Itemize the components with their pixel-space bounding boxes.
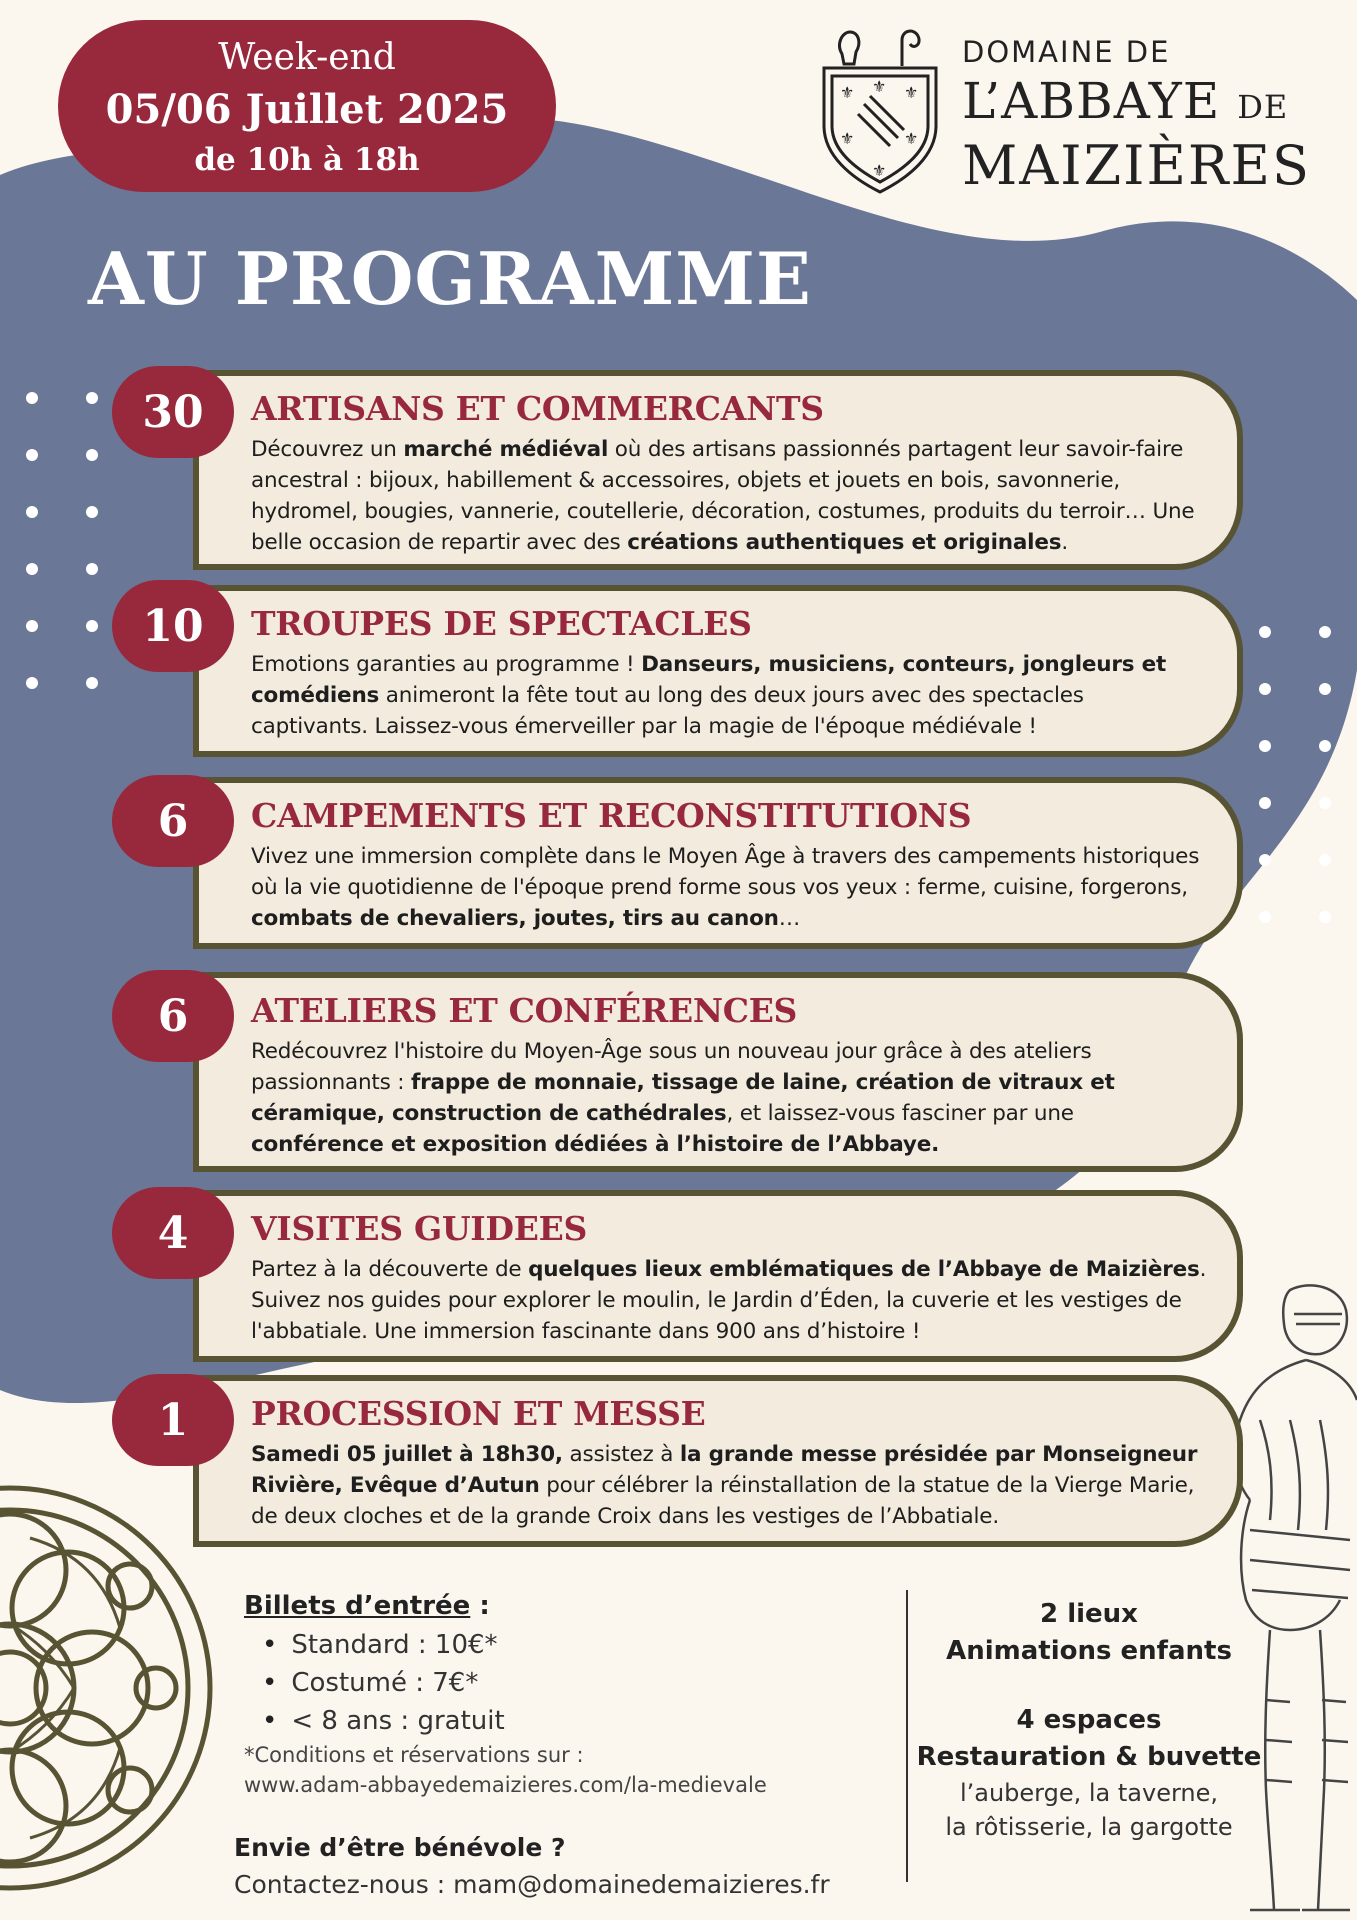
crest-icon xyxy=(818,26,942,196)
event-info-section xyxy=(916,1596,1262,1844)
program-description-part: pour célébrer la réinstallation de la statue de la Vierge Marie, de deux cloches et de la grande Croix dans les vestiges de l’Abbatiale. xyxy=(251,1473,1195,1529)
tickets-heading xyxy=(244,1586,767,1626)
info-venues-line-2: la rôtisserie, la gargotte xyxy=(945,1813,1233,1841)
program-count-badge: 1 xyxy=(112,1374,234,1466)
info-venues-line-1: l’auberge, la taverne, xyxy=(959,1779,1219,1807)
program-description-part: . Suivez nos guides pour explorer le moulin, le Jardin d’Éden, la cuverie et les vestiges de l'abbatiale. Une immersion fascinante dans 900 ans d’histoire ! xyxy=(251,1257,1207,1344)
program-card xyxy=(193,370,1243,570)
program-card xyxy=(193,585,1243,757)
program-title: VISITES GUIDEES xyxy=(251,1209,587,1248)
program-description-part: . xyxy=(1061,530,1068,555)
info-places: 2 lieux xyxy=(1040,1599,1138,1629)
program-count-badge: 6 xyxy=(112,970,234,1062)
date-badge xyxy=(58,20,556,192)
program-description-part: … xyxy=(778,906,801,931)
decorative-dots-left xyxy=(26,392,98,689)
program-description-part: Redécouvrez l'histoire du Moyen-Âge sous un nouveau jour grâce à des ateliers passionnants : xyxy=(251,1039,1092,1095)
program-description-part: Emotions garanties au programme ! xyxy=(251,652,642,677)
program-description-part: la grande messe présidée par Monseigneur Rivière, Evêque d’Autun xyxy=(251,1442,1198,1498)
event-hours: de 10h à 18h xyxy=(194,142,420,178)
svg-text:⚜: ⚜ xyxy=(904,129,919,148)
program-description-part: créations authentiques et originales xyxy=(627,530,1062,555)
svg-text:⚜: ⚜ xyxy=(872,77,887,96)
logo-line-2 xyxy=(962,72,1311,136)
info-food: Restauration & buvette xyxy=(916,1742,1262,1772)
ticket-price-list xyxy=(262,1626,767,1740)
svg-text:⚜: ⚜ xyxy=(840,83,855,102)
ticket-price-item: • Costumé : 7€* xyxy=(262,1664,767,1702)
volunteer-contact-link[interactable]: Contactez-nous : mam@domainedemaizieres.fr xyxy=(234,1870,830,1899)
program-description xyxy=(251,1036,1207,1160)
program-count-badge: 10 xyxy=(112,580,234,672)
program-title: ATELIERS ET CONFÉRENCES xyxy=(251,991,798,1030)
tickets-title-colon: : xyxy=(470,1591,490,1621)
program-title: TROUPES DE SPECTACLES xyxy=(251,604,752,643)
program-description-part: Partez à la découverte de xyxy=(251,1257,529,1282)
weekend-label: Week-end xyxy=(218,37,396,78)
program-count-badge: 4 xyxy=(112,1187,234,1279)
program-description-part: Samedi 05 juillet à 18h30, xyxy=(251,1442,563,1467)
program-description xyxy=(251,434,1207,558)
ticket-conditions: *Conditions et réservations sur : xyxy=(244,1743,584,1767)
ticket-price-item: • Standard : 10€* xyxy=(262,1626,767,1664)
program-description-part: conférence et exposition dédiées à l’histoire de l’Abbaye. xyxy=(251,1132,940,1157)
rose-window-icon xyxy=(0,1478,220,1918)
program-card xyxy=(193,777,1243,949)
svg-text:⚜: ⚜ xyxy=(872,161,887,180)
logo-line-2-small: DE xyxy=(1237,88,1289,126)
footer-divider xyxy=(906,1590,908,1882)
event-date: 05/06 Juillet 2025 xyxy=(105,86,509,133)
tickets-section xyxy=(244,1586,767,1800)
program-description-part: Découvrez un xyxy=(251,437,404,462)
info-spaces: 4 espaces xyxy=(1016,1705,1162,1735)
program-description xyxy=(251,649,1207,742)
program-description xyxy=(251,1254,1207,1347)
program-description-part: Danseurs, musiciens, conteurs, jongleurs et comédiens xyxy=(251,652,1167,708)
program-description-part: quelques lieux emblématiques de l’Abbaye de Maizières xyxy=(528,1257,1200,1282)
program-description-part: frappe de monnaie, tissage de laine, création de vitraux et céramique, construction de cathédrales xyxy=(251,1070,1115,1126)
ticket-url-link[interactable]: www.adam-abbayedemaizieres.com/la-medievale xyxy=(244,1773,767,1797)
volunteer-question: Envie d’être bénévole ? xyxy=(234,1833,566,1862)
program-count-badge: 6 xyxy=(112,775,234,867)
program-title: PROCESSION ET MESSE xyxy=(251,1394,706,1433)
program-description-part: Vivez une immersion complète dans le Moyen Âge à travers des campements historiques où la vie quotidienne de l'époque prend forme sous vos yeux : ferme, cuisine, forgerons, xyxy=(251,844,1200,900)
program-description xyxy=(251,841,1207,934)
program-title: CAMPEMENTS ET RECONSTITUTIONS xyxy=(251,796,972,835)
page-title: AU PROGRAMME xyxy=(88,236,812,321)
program-description-part: assistez à xyxy=(562,1442,680,1467)
program-description-part: , et laissez-vous fasciner par une xyxy=(726,1101,1074,1126)
program-description-part: combats de chevaliers, joutes, tirs au canon xyxy=(251,906,779,931)
program-description-part: animeront la fête tout au long des deux jours avec des spectacles captivants. Laissez-vous émerveiller par la magie de l'époque médiévale ! xyxy=(251,683,1084,739)
info-kids: Animations enfants xyxy=(946,1636,1232,1666)
ticket-price-item: • < 8 ans : gratuit xyxy=(262,1702,767,1740)
logo-line-2-main: L’ABBAYE xyxy=(962,72,1221,130)
volunteer-section xyxy=(234,1830,830,1904)
tickets-title: Billets d’entrée xyxy=(244,1591,471,1621)
program-description-part: marché médiéval xyxy=(403,437,609,462)
program-count-badge: 30 xyxy=(112,366,234,458)
logo-line-1: DOMAINE DE xyxy=(962,35,1171,69)
decorative-dots-right xyxy=(1259,626,1331,923)
program-description xyxy=(251,1439,1207,1532)
program-card xyxy=(193,1375,1243,1547)
logo-wordmark xyxy=(962,32,1311,196)
logo-line-3: MAIZIÈRES xyxy=(962,134,1311,197)
program-card xyxy=(193,1190,1243,1362)
program-description-part: où des artisans passionnés partagent leur savoir-faire ancestral : bijoux, habillement & accessoires, objets et jouets en bois, savonnerie, hydromel, bougies, vannerie, coutellerie, décoration, costumes, produits du terroir… Une belle occasion de repartir avec des xyxy=(251,437,1195,555)
program-title: ARTISANS ET COMMERCANTS xyxy=(251,389,824,428)
abbey-logo xyxy=(812,22,1312,202)
svg-text:⚜: ⚜ xyxy=(840,129,855,148)
program-card xyxy=(193,972,1243,1172)
svg-text:⚜: ⚜ xyxy=(904,83,919,102)
